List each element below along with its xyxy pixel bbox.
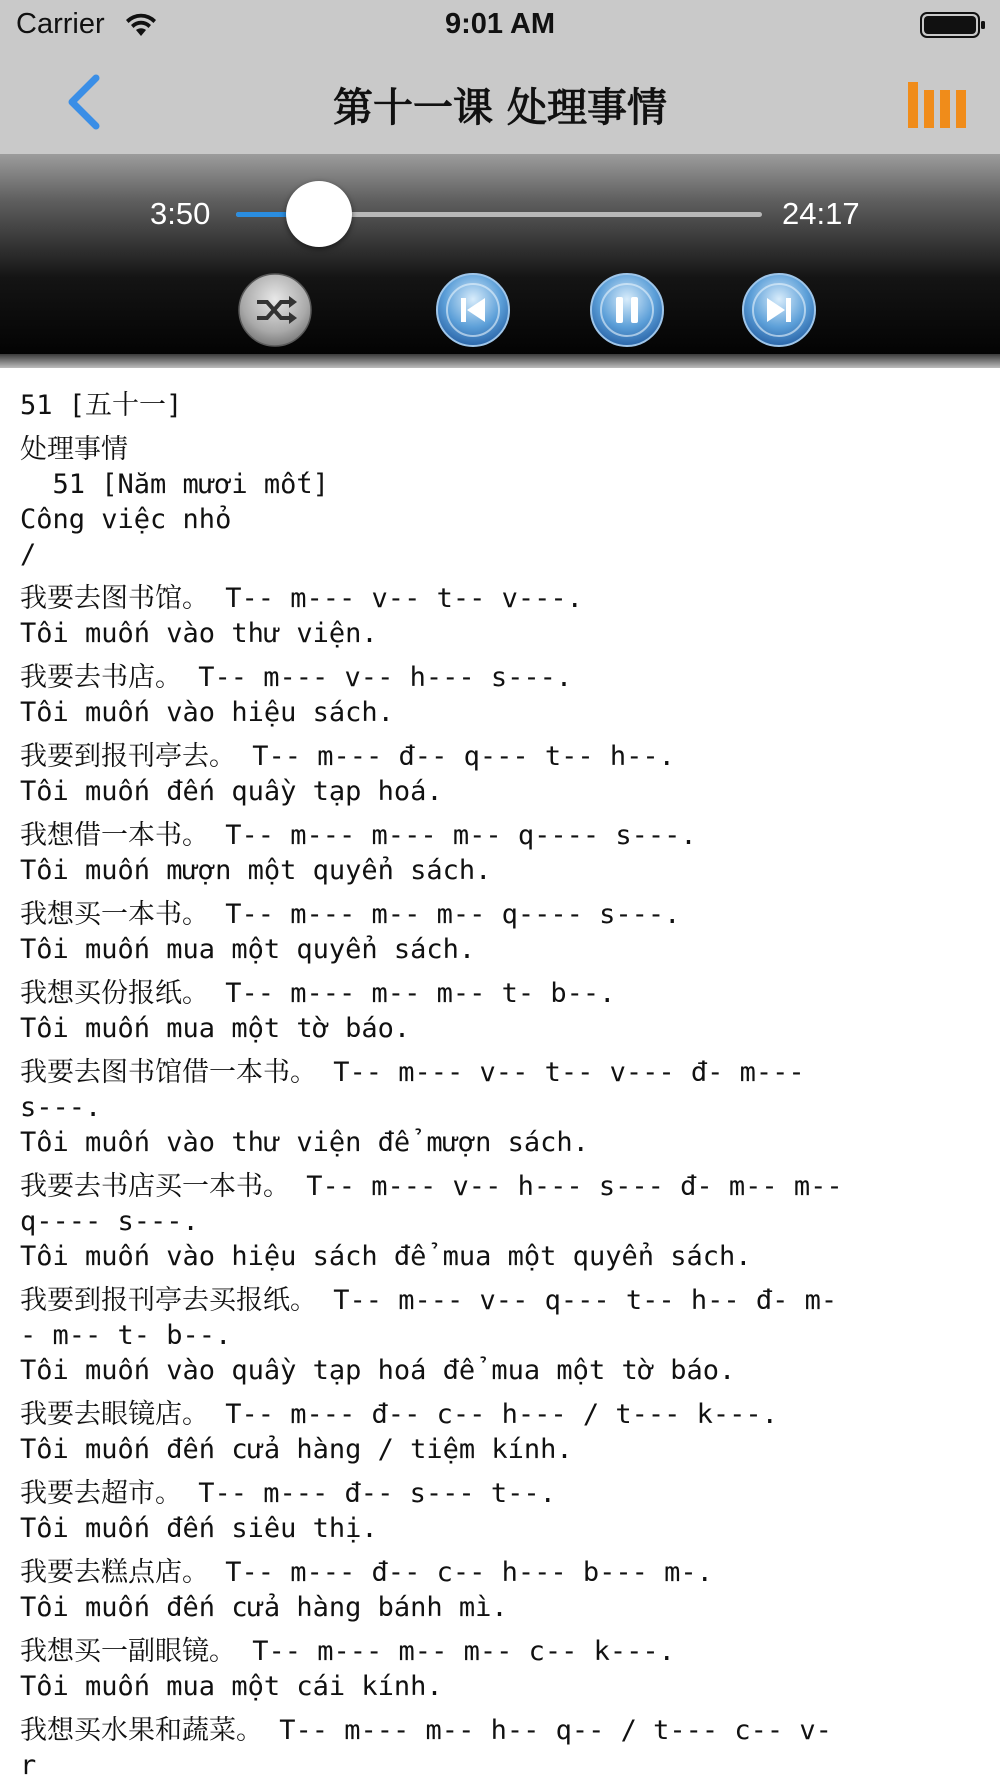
lesson-line: 我要去书店买一本书。 T-- m--- v-- h--- s--- đ- m-- m--	[20, 1171, 843, 1202]
lesson-line: Tôi muốn đến siêu thị.	[20, 1513, 378, 1544]
lesson-line: Tôi muốn mua một tờ báo.	[20, 1013, 411, 1044]
pause-button[interactable]	[589, 272, 665, 348]
lesson-line: 我想买一副眼镜。 T-- m--- m-- m-- c-- k---.	[20, 1636, 675, 1667]
lesson-line: 我要到报刊亭去买报纸。 T-- m--- v-- q--- t-- h-- đ- m-	[20, 1285, 838, 1316]
lesson-line: 我想买水果和蔬菜。 T-- m--- m-- h-- q-- / t--- c-- v-	[20, 1715, 832, 1746]
lesson-line: 51 [五十一]	[20, 390, 183, 421]
lesson-line: Tôi muốn vào quầy tạp hoá để mua một tờ báo.	[20, 1355, 736, 1386]
lesson-line: Công việc nhỏ	[20, 504, 232, 535]
shuffle-icon	[237, 272, 313, 348]
lesson-line: 51 [Năm mươi mốt]	[20, 469, 329, 500]
lesson-line: r	[20, 1750, 37, 1778]
lesson-line: /	[20, 539, 37, 570]
lesson-line: Tôi muốn mua một quyển sách.	[20, 934, 476, 965]
battery-icon	[920, 12, 986, 38]
lesson-line: 我要去图书馆借一本书。 T-- m--- v-- t-- v--- đ- m---	[20, 1057, 805, 1088]
lesson-line: 我要到报刊亭去。 T-- m--- đ-- q--- t-- h--.	[20, 741, 675, 772]
total-time: 24:17	[782, 196, 860, 231]
status-bar	[0, 0, 1000, 50]
page-title: 第十一课 处理事情	[333, 85, 667, 131]
lesson-line: Tôi muốn vào thư viện để mượn sách.	[20, 1127, 589, 1158]
lesson-text	[20, 388, 980, 1778]
nav-bar	[0, 50, 1000, 154]
next-button[interactable]	[741, 272, 817, 348]
lesson-line: 我要去眼镜店。 T-- m--- đ-- c-- h--- / t--- k---.	[20, 1399, 778, 1430]
lesson-line: Tôi muốn đến cửa hàng bánh mì.	[20, 1592, 508, 1623]
lesson-line: Tôi muốn đến cửa hàng / tiệm kính.	[20, 1434, 573, 1465]
audio-player	[0, 154, 1000, 368]
lesson-line: 我要去糕点店。 T-- m--- đ-- c-- h--- b--- m-.	[20, 1557, 713, 1588]
lesson-line: 我想借一本书。 T-- m--- m--- m-- q---- s---.	[20, 820, 697, 851]
lesson-line: 我想买一本书。 T-- m--- m-- m-- q---- s---.	[20, 899, 681, 930]
elapsed-time: 3:50	[150, 196, 211, 231]
lesson-line: Tôi muốn mua một cái kính.	[20, 1671, 443, 1702]
lesson-line: 我要去超市。 T-- m--- đ-- s--- t--.	[20, 1478, 556, 1509]
player-shade	[0, 354, 1000, 368]
lesson-line: q---- s---.	[20, 1206, 199, 1237]
lesson-line: Tôi muốn mượn một quyển sách.	[20, 855, 492, 886]
shuffle-button[interactable]	[237, 272, 313, 348]
progress-slider[interactable]	[236, 212, 762, 217]
lesson-line: 我要去图书馆。 T-- m--- v-- t-- v---.	[20, 583, 583, 614]
skip-previous-icon	[435, 272, 511, 348]
skip-next-icon	[741, 272, 817, 348]
lesson-line: 我想买份报纸。 T-- m--- m-- m-- t- b--.	[20, 978, 616, 1009]
pause-icon	[589, 272, 665, 348]
progress-thumb[interactable]	[286, 181, 352, 247]
lesson-line: 我要去书店。 T-- m--- v-- h--- s---.	[20, 662, 573, 693]
lesson-line: 处理事情	[20, 434, 128, 465]
playlist-bars-icon	[906, 80, 966, 130]
previous-button[interactable]	[435, 272, 511, 348]
status-time: 9:01 AM	[444, 8, 556, 40]
lesson-line: - m-- t- b--.	[20, 1320, 232, 1351]
playlist-button[interactable]	[906, 80, 966, 130]
lesson-line: Tôi muốn đến quầy tạp hoá.	[20, 776, 443, 807]
lesson-line: Tôi muốn vào hiệu sách.	[20, 697, 394, 728]
carrier-label: Carrier	[16, 8, 105, 40]
lesson-line: Tôi muốn vào hiệu sách để mua một quyển sách.	[20, 1241, 752, 1272]
lesson-line: Tôi muốn vào thư viện.	[20, 618, 378, 649]
lesson-line: s---.	[20, 1092, 102, 1123]
